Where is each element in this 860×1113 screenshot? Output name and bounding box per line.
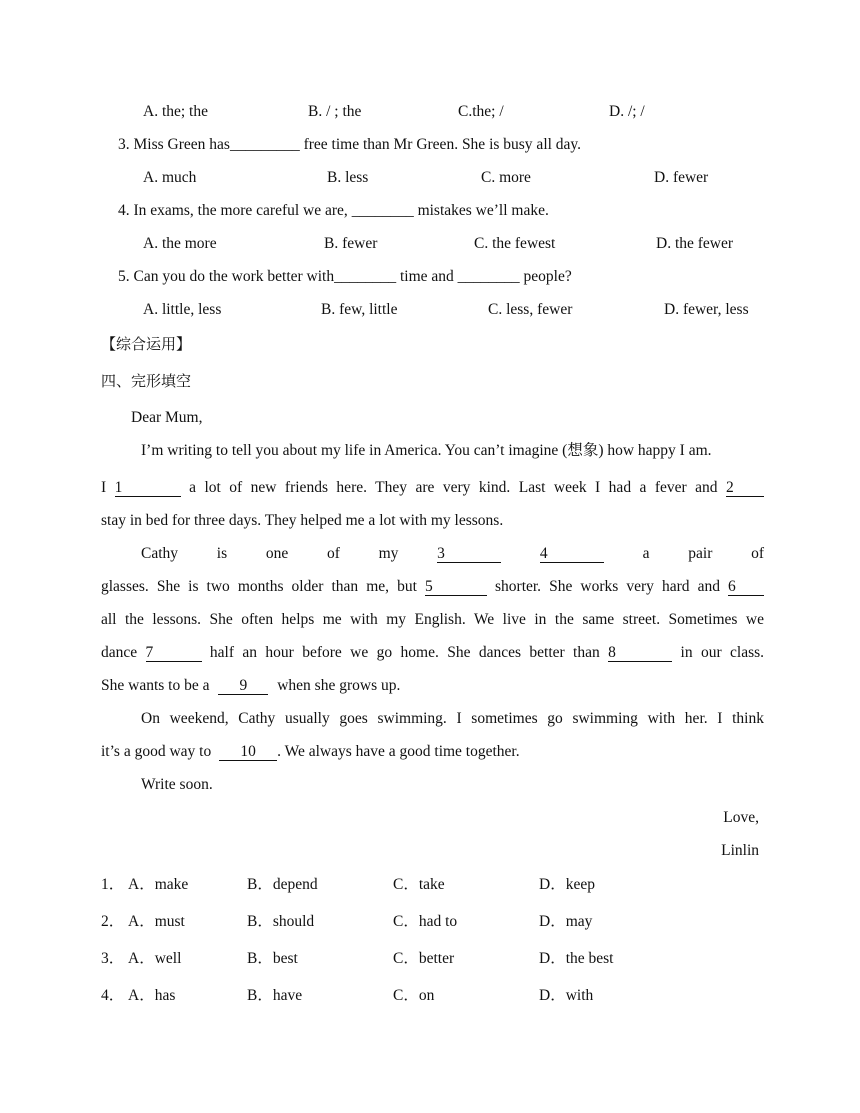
p2l2-pre: glasses. She is two months older than me, but (101, 578, 417, 595)
p1l2-mid: a lot of new friends here. They are very kind. Last week I had a fever and (189, 479, 718, 496)
q2-option-d: D. /; / (609, 103, 645, 120)
question-3 (118, 135, 581, 155)
q3-option-a: A. much (143, 169, 197, 186)
letter-p3-line2 (101, 742, 520, 762)
q3-option-b: B. less (327, 169, 369, 186)
p2l5-post: when she grows up. (277, 677, 401, 694)
q5-option-d: D. fewer, less (664, 301, 749, 318)
answer-option-a: A．must (128, 913, 185, 930)
letter-p2-line2 (101, 577, 764, 597)
answer-number: 4． (101, 987, 125, 1004)
letter-p2-line5 (101, 676, 400, 696)
p2l4-mid: half an hour before we go home. She dances better than (209, 644, 600, 661)
answer-option-c: C．had to (393, 913, 458, 930)
q4-blank: ________ (351, 202, 414, 219)
letter-p2-line3: all the lessons. She often helps me with my English. We live in the same street. Sometimes we (101, 611, 764, 628)
answer-option-d: D．keep (539, 876, 595, 893)
q5-option-c: C. less, fewer (488, 301, 573, 318)
q2-option-a: A. the; the (143, 103, 208, 120)
answer-number: 1． (101, 876, 125, 893)
q4-option-d: D. the fewer (656, 235, 734, 252)
q4-text-pre: 4. In exams, the more careful we are, (118, 202, 352, 219)
q2-option-c: C.the; / (458, 103, 504, 120)
answer-option-c: C．better (393, 950, 455, 967)
p2l2-mid: shorter. She works very hard and (495, 578, 720, 595)
q3-text-post: free time than Mr Green. She is busy all day. (299, 136, 582, 153)
q5-text-post: people? (519, 268, 572, 285)
q3-option-d: D. fewer (654, 169, 709, 186)
letter-p2-line1 (141, 544, 764, 564)
letter-p1-line1: I’m writing to tell you about my life in America. You can’t imagine (想象) how happy I am. (141, 442, 712, 459)
q5-text-pre: 5. Can you do the work better with (118, 268, 335, 285)
answer-number: 3． (101, 950, 125, 967)
q5-text-mid: time and (396, 268, 458, 285)
p2l4-post: in our class. (680, 644, 765, 661)
p2l1-pre: Cathy is one of my (141, 545, 399, 562)
p2l1-post: a pair of (642, 545, 765, 562)
q4-option-c: C. the fewest (474, 235, 556, 252)
p3l2-pre: it’s a good way to (101, 743, 212, 760)
q4-text-post: mistakes we’ll make. (413, 202, 549, 219)
q3-blank: _________ (229, 136, 300, 153)
letter-p2-line4 (101, 643, 764, 663)
answer-option-d: D．with (539, 987, 594, 1004)
q5-blank-1: ________ (334, 268, 397, 285)
answer-option-c: C．take (393, 876, 445, 893)
answer-option-d: D．may (539, 913, 593, 930)
q4-option-b: B. fewer (324, 235, 378, 252)
answer-option-a: A．make (128, 876, 189, 893)
answer-option-d: D．the best (539, 950, 614, 967)
p2l5-pre: She wants to be a (101, 677, 210, 694)
letter-p3-line1: On weekend, Cathy usually goes swimming. I sometimes go swimming with her. I think (141, 710, 764, 727)
p2l4-pre: dance (101, 644, 138, 661)
blank-2: 2 (726, 479, 764, 497)
answer-option-a: A．well (128, 950, 182, 967)
answer-option-b: B．should (247, 913, 315, 930)
section-title: 四、完形填空 (101, 372, 192, 390)
q2-option-b: B. / ; the (308, 103, 362, 120)
answer-option-b: B．have (247, 987, 303, 1004)
blank-10: 10 (219, 743, 277, 761)
question-5 (118, 267, 572, 287)
letter-greeting: Dear Mum, (131, 409, 203, 426)
answer-option-b: B．depend (247, 876, 318, 893)
blank-8: 8 (608, 644, 672, 662)
answer-number: 2． (101, 913, 125, 930)
letter-name: Linlin (721, 842, 759, 859)
blank-6: 6 (728, 578, 764, 596)
q5-option-b: B. few, little (321, 301, 398, 318)
q3-text-pre: 3. Miss Green has (118, 136, 230, 153)
answer-option-c: C．on (393, 987, 435, 1004)
blank-5: 5 (425, 578, 487, 596)
blank-1: 1 (115, 479, 181, 497)
q5-option-a: A. little, less (143, 301, 222, 318)
p1l2-pre: I (101, 479, 107, 496)
answer-option-b: B．best (247, 950, 298, 967)
answer-option-a: A．has (128, 987, 176, 1004)
blank-7: 7 (146, 644, 202, 662)
section-heading: 【综合运用】 (101, 335, 192, 353)
letter-p1-line3: stay in bed for three days. They helped me a lot with my lessons. (101, 512, 504, 529)
letter-signoff: Love, (723, 809, 759, 826)
blank-3: 3 (437, 545, 501, 563)
blank-9: 9 (218, 677, 268, 695)
q4-option-a: A. the more (143, 235, 217, 252)
q3-option-c: C. more (481, 169, 531, 186)
p3l2-post: . We always have a good time together. (277, 743, 520, 760)
letter-p1-line2 (101, 478, 764, 498)
letter-closing: Write soon. (141, 776, 213, 793)
question-4 (118, 201, 549, 221)
blank-4: 4 (540, 545, 604, 563)
q5-blank-2: ________ (457, 268, 520, 285)
